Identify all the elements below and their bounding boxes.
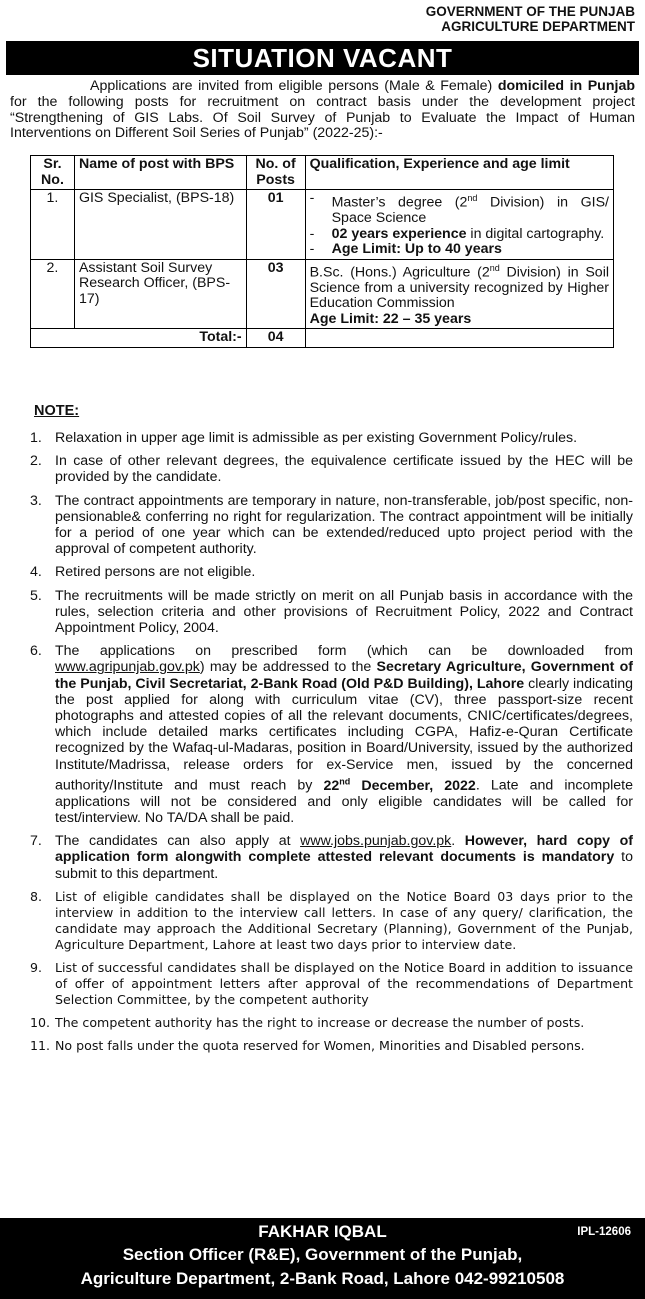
row2-q-sup: nd [489, 262, 500, 273]
agripunjab-link[interactable]: www.agripunjab.gov.pk [55, 659, 200, 676]
note-text: List of eligible candidates shall be displayed on the Notice Board 03 days prior to the interview in addition to the interview call letters. In case of any query/ clarification, the candidate may approach the Additional Secretary (Planning), Government of the Punjab, Agriculture Department, Lahore at least two days prior to interview date. [55, 888, 633, 952]
header [0, 0, 645, 34]
note7-bold: However, hard copy of application form alongwith complete attested relevant documents is mandatory [55, 833, 633, 866]
list-item [30, 1038, 633, 1054]
list-item [30, 643, 633, 826]
note-number: 5. [30, 587, 42, 604]
ipl-reference: IPL-12606 [577, 1226, 631, 1238]
col-sr: Sr. No. [31, 156, 75, 190]
signatory-address: Agriculture Department, 2-Bank Road, Lahore 042-99210508 [80, 1269, 565, 1288]
row2-q-text: B.Sc. (Hons.) Agriculture (2 [309, 264, 490, 281]
signatory-title: Section Officer (R&E), Government of the Punjab, [122, 1245, 523, 1264]
table-total-row [31, 329, 614, 348]
row1-q2-text: in digital cartography. [466, 225, 605, 242]
row1-posts: 01 [246, 190, 305, 260]
table-row [31, 190, 614, 260]
table-row [31, 259, 614, 329]
intro-text-2: for the following posts for recruitment on contract basis under the development project “Strengthening of GIS Labs. Of Soil Survey of Punjab to Evaluate the Impact of Human Interventions on Different Soil Series of Punjab” (2022-25):- [10, 93, 635, 142]
row1-qualification: - Master’s degree (2nd Division) in GIS/ Space Science - 02 years experience in digital cartography. - Age Limit: Up to 40 years [305, 190, 613, 260]
jobs-punjab-link[interactable]: www.jobs.punjab.gov.pk [300, 833, 452, 850]
note-number: 11. [30, 1038, 51, 1054]
list-item [30, 453, 633, 485]
note-text: In case of other relevant degrees, the equivalence certificate issued by the HEC will be provided by the candidate. [55, 453, 633, 486]
note-text: Retired persons are not eligible. [55, 564, 256, 581]
total-value: 04 [246, 329, 305, 348]
notes-list [30, 430, 633, 1061]
note7-text-3: to submit to this department. [55, 849, 633, 882]
note-text: The contract appointments are temporary in nature, non-transferable, job/post specific, non-pensionable& conferring no right for regularization. The contract appointment will be initially for a period of one year which can be extended/reduced upto project period with the approval of competent authority. [55, 492, 633, 558]
note-number: 7. [30, 833, 42, 850]
note7-text-1: The candidates can also apply at [55, 833, 301, 850]
note-number: 2. [30, 453, 42, 470]
list-item [30, 1015, 633, 1031]
intro-domicile: domiciled in Punjab [497, 78, 635, 94]
list-item [30, 960, 633, 1008]
intro-text-1: Applications are invited from eligible persons (Male & Female) [90, 78, 498, 94]
total-label: Total:- [31, 329, 247, 348]
note-number: 1. [30, 430, 42, 446]
header-department: AGRICULTURE DEPARTMENT [441, 19, 635, 34]
note-number: 4. [30, 564, 42, 581]
list-item [30, 493, 633, 558]
note6-text-3: clearly indicating the post applied for along with curriculum vitae (CV), three passport-size recent photographs and attested copies of all the relevant documents, CNIC/certificates/degrees, which include detailed marks certificates including CGPA, Hafiz-e-Quran Certificate recognized by the Wafaq-ul-Madaras, position in Board/University, issued by the authorized Institute/Madrissa, release orders for ex-Service men, issued by the concerned authority/Institute and must reach by [55, 675, 634, 794]
note-text [55, 833, 633, 882]
row1-q1-sup: nd [467, 193, 478, 203]
row1-q1-text: Master’s degree (2 [331, 194, 468, 211]
total-empty [305, 329, 613, 348]
row1-sr: 1. [31, 190, 75, 260]
row1-q2-bold: 02 years experience [331, 225, 467, 242]
list-item [30, 833, 633, 882]
col-qualification: Qualification, Experience and age limit [305, 156, 613, 190]
deadline-month: December, 2022 [350, 777, 476, 794]
note-text [55, 643, 633, 826]
list-item [30, 588, 633, 637]
page-title: SITUATION VACANT [6, 41, 639, 75]
row1-age-limit: Age Limit: Up to 40 years [331, 241, 502, 258]
note-number: 3. [30, 492, 42, 509]
row1-name: GIS Specialist, (BPS-18) [74, 190, 246, 260]
note-text: The competent authority has the right to increase or decrease the number of posts. [55, 1014, 585, 1030]
row2-sr: 2. [31, 259, 75, 329]
col-name: Name of post with BPS [74, 156, 246, 190]
note-number: 8. [30, 888, 43, 904]
signatory-name: FAKHAR IQBAL [258, 1222, 387, 1241]
intro-paragraph [10, 79, 635, 142]
header-government: GOVERNMENT OF THE PUNJAB [425, 4, 635, 19]
note-text: Relaxation in upper age limit is admissible as per existing Government Policy/rules. [55, 430, 578, 446]
row1-q1-text-2: Division) in GIS/ Space Science [331, 194, 609, 227]
note-number: 6. [30, 643, 42, 660]
list-item [30, 564, 633, 580]
note-text: No post falls under the quota reserved for Women, Minorities and Disabled persons. [55, 1038, 585, 1054]
row2-q-text-2: Division) in Soil Science from a university recognized by Higher Education Commission [309, 264, 610, 312]
note-title: NOTE: [34, 403, 80, 419]
deadline-sup: nd [339, 775, 351, 786]
note6-text-2: ) may be addressed to the [199, 659, 377, 676]
footer [0, 1218, 645, 1299]
note6-text-1: The applications on prescribed form (which can be downloaded from [55, 643, 633, 660]
list-item [30, 889, 633, 953]
col-posts: No. of Posts [246, 156, 305, 190]
note-text: The recruitments will be made strictly on merit on all Punjab basis in accordance with the rules, selection criteria and other provisions of Recruitment Policy, 2022 and Contract Appointment Policy, 2004. [55, 587, 633, 637]
table-header-row [31, 156, 614, 190]
note6-text-4: . Late and incomplete applications will not be considered and only eligible candidates will be called for test/interview. No TA/DA shall be paid. [55, 777, 633, 826]
note6-address: Secretary Agriculture, Government of the Punjab, Civil Secretariat, 2-Bank Road (Old P&D Building), Lahore [55, 659, 633, 692]
note-number: 10. [30, 1014, 51, 1030]
note7-text-2: . [451, 833, 465, 850]
row2-posts: 03 [246, 259, 305, 329]
posts-table [30, 155, 614, 348]
list-item [30, 430, 633, 446]
row2-name: Assistant Soil Survey Research Officer, (BPS-17) [74, 259, 246, 329]
deadline-day: 22 [323, 777, 340, 794]
note-text: List of successful candidates shall be displayed on the Notice Board in addition to issuance of offer of appointment letters after approval of the recommendations of Department Selection Committee, by the competent authority [55, 959, 633, 1007]
note-number: 9. [30, 959, 43, 975]
row2-qualification [305, 259, 613, 329]
row2-age-limit: Age Limit: 22 – 35 years [309, 310, 472, 327]
